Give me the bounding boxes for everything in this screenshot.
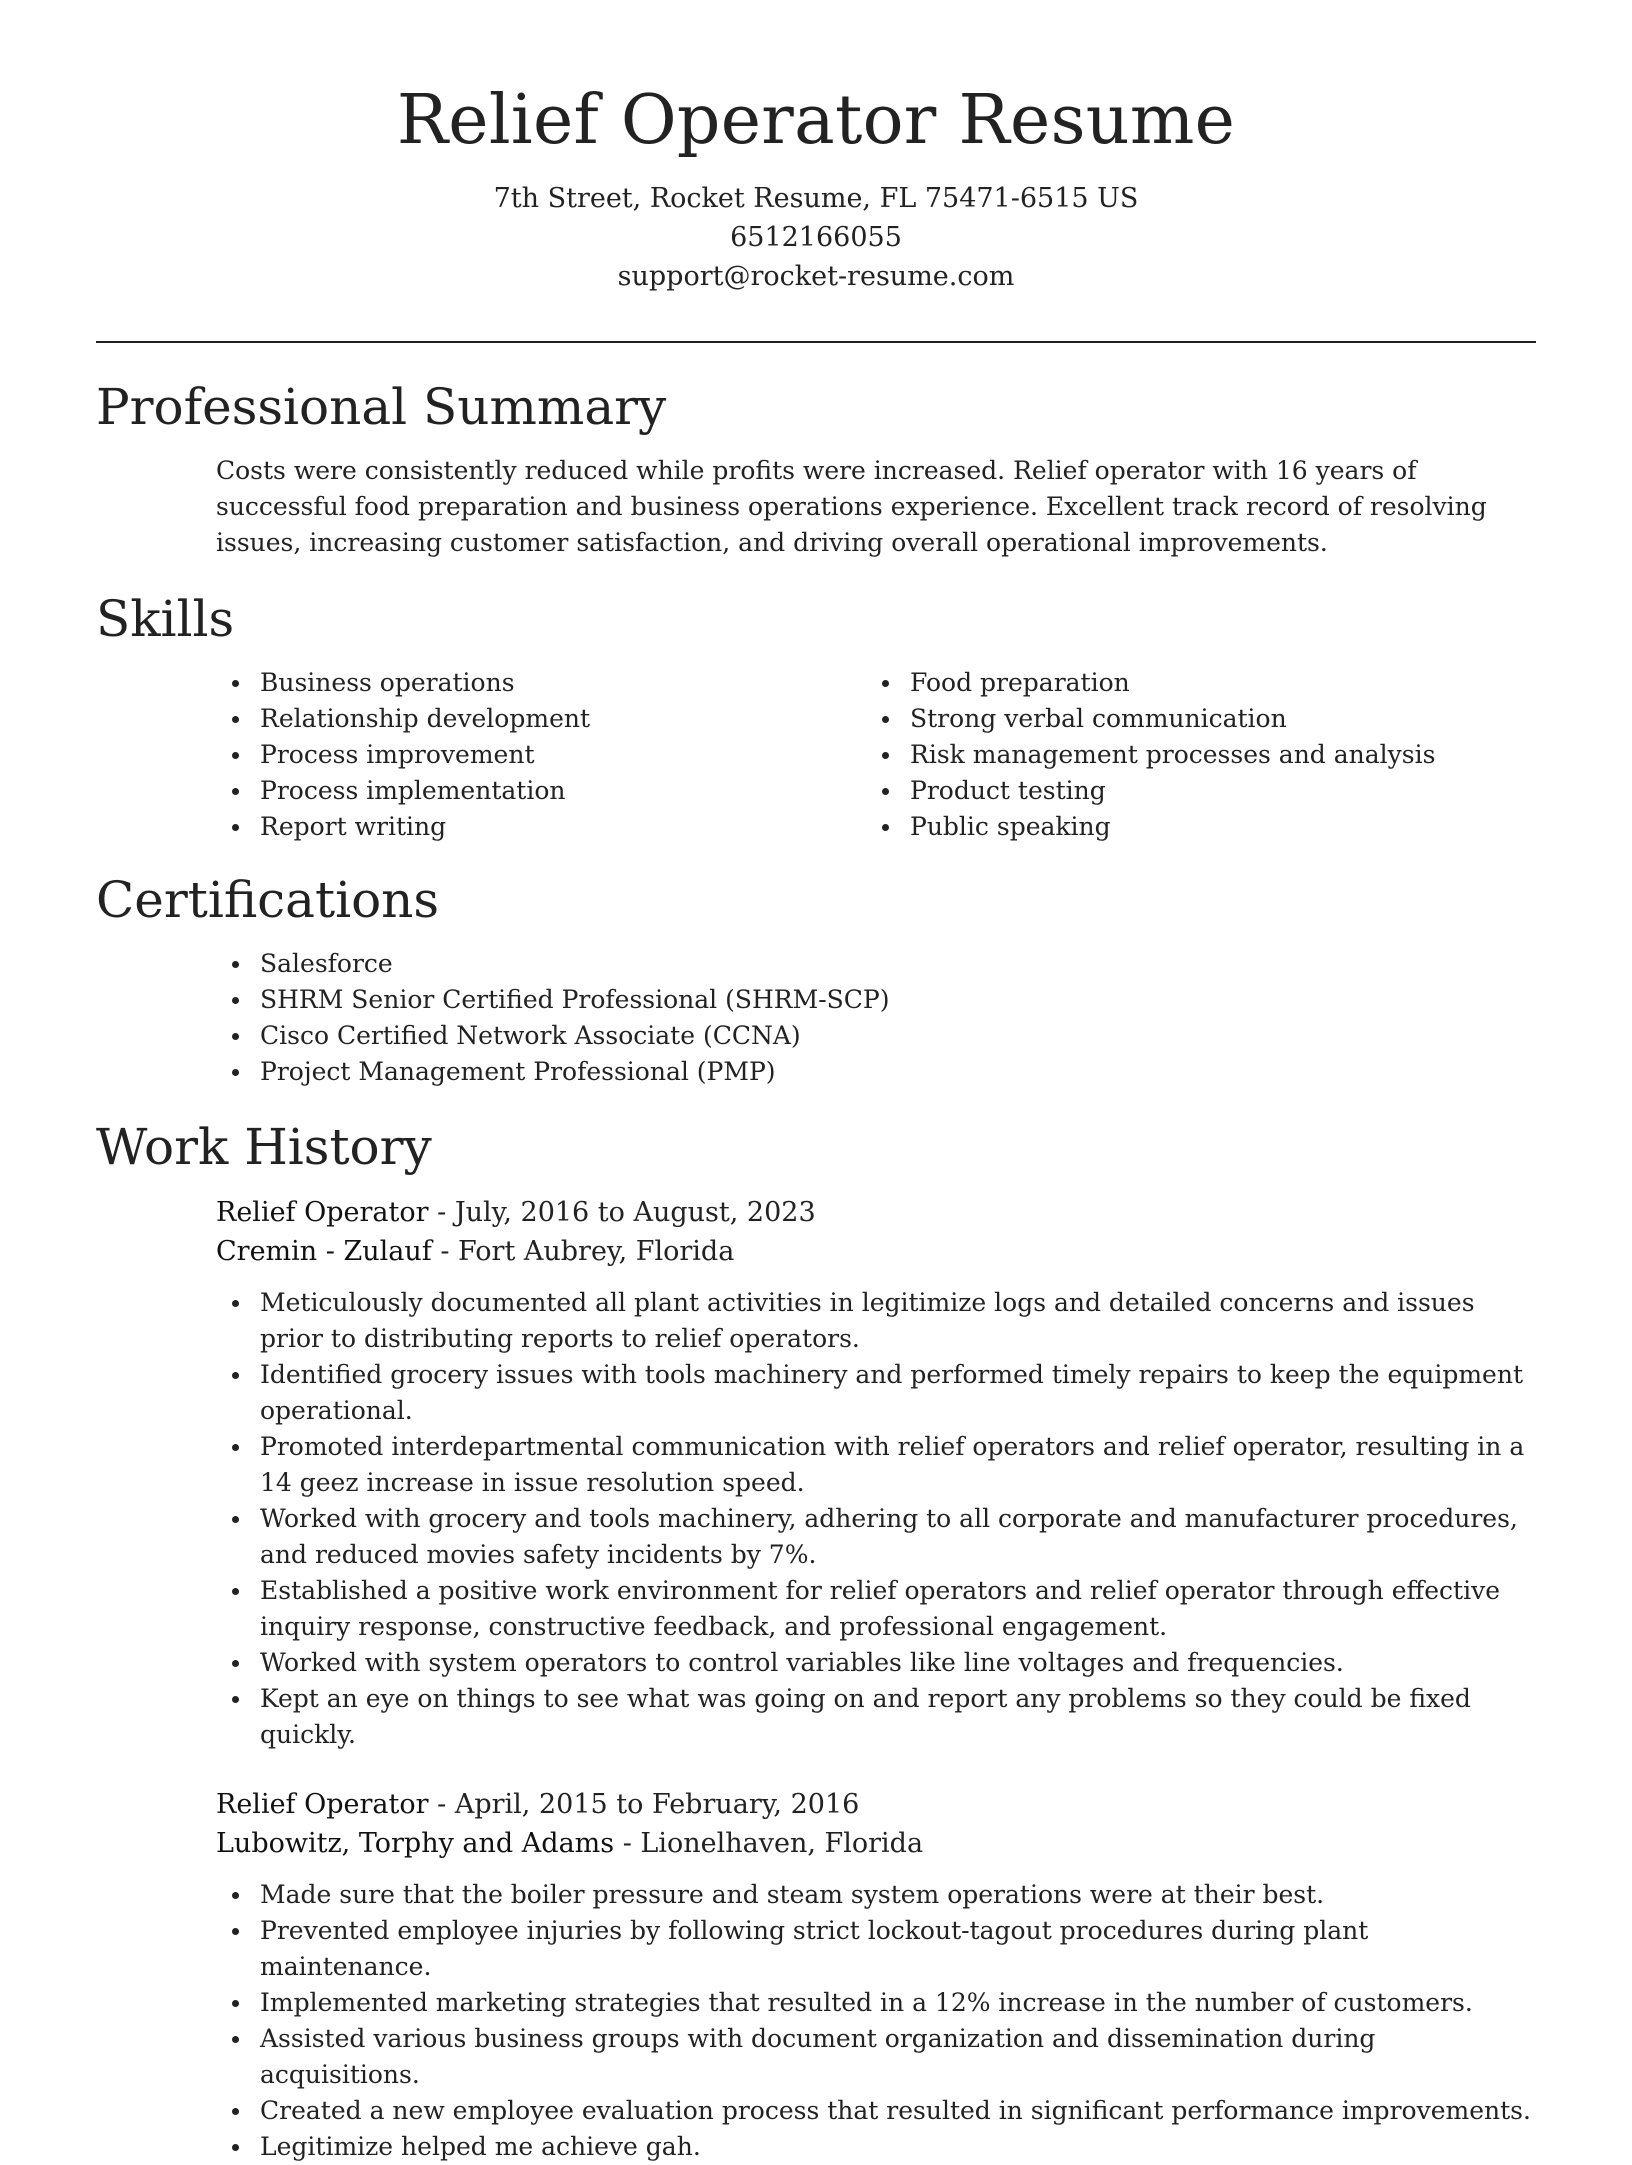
- job-bullets: [216, 1285, 1536, 1753]
- summary-text: Costs were consistently reduced while profits were increased. Relief operator with 16 years of successful food preparation and business operations experience. Excellent track record of resolving issues, increasing customer satisfaction, and driving overall operational improvements.: [216, 456, 1487, 557]
- contact-block: [0, 179, 1632, 296]
- work-history-heading: Work History: [96, 1118, 432, 1176]
- skill-item: Report writing: [216, 809, 866, 845]
- summary-section: [96, 380, 1536, 561]
- certifications-list: [216, 946, 1536, 1090]
- job-bullet: Prevented employee injuries by following strict lockout-tagout procedures during plant maintenance.: [216, 1913, 1536, 1985]
- skill-item: Relationship development: [216, 701, 866, 737]
- skills-section: [96, 592, 1536, 845]
- job-bullet: Made sure that the boiler pressure and steam system operations were at their best.: [216, 1877, 1536, 1913]
- job-bullets: [216, 1877, 1536, 2165]
- contact-phone: 6512166055: [730, 221, 902, 253]
- skill-item: Food preparation: [866, 665, 1516, 701]
- skill-item: Process implementation: [216, 773, 866, 809]
- job-bullet: Assisted various business groups with document organization and dissemination during acquisitions.: [216, 2021, 1536, 2093]
- skills-heading: Skills: [96, 590, 235, 648]
- resume-title: Relief Operator Resume: [396, 81, 1236, 160]
- skill-item: Public speaking: [866, 809, 1516, 845]
- job-title-line: [216, 1785, 1536, 1824]
- job-company-line: [216, 1232, 1536, 1271]
- job-company-line: [216, 1824, 1536, 1863]
- job-bullet: Worked with grocery and tools machinery, adhering to all corporate and manufacturer procedures, and reduced movies safety incidents by 7%.: [216, 1501, 1536, 1573]
- job-entry: [216, 1785, 1536, 2165]
- job-location: - Fort Aubrey, Florida: [431, 1236, 735, 1267]
- skill-item: Risk management processes and analysis: [866, 737, 1516, 773]
- job-entry: [216, 1193, 1536, 1753]
- skills-column-right: [866, 665, 1516, 845]
- header-divider: [96, 341, 1536, 343]
- job-bullet: Worked with system operators to control variables like line voltages and frequencies.: [216, 1645, 1536, 1681]
- job-bullet: Kept an eye on things to see what was going on and report any problems so they could be fixed quickly.: [216, 1681, 1536, 1753]
- job-bullet: Promoted interdepartmental communication with relief operators and relief operator, resulting in a 14 geez increase in issue resolution speed.: [216, 1429, 1536, 1501]
- certification-item: Cisco Certified Network Associate (CCNA): [216, 1018, 1536, 1054]
- certification-item: Project Management Professional (PMP): [216, 1054, 1536, 1090]
- job-bullet: Established a positive work environment for relief operators and relief operator through effective inquiry response, constructive feedback, and professional engagement.: [216, 1573, 1536, 1645]
- job-title-line: [216, 1193, 1536, 1232]
- skill-item: Strong verbal communication: [866, 701, 1516, 737]
- job-bullet: Created a new employee evaluation process that resulted in significant performance improvements.: [216, 2093, 1536, 2129]
- job-title: Relief Operator: [216, 1197, 429, 1228]
- job-bullet: Implemented marketing strategies that resulted in a 12% increase in the number of customers.: [216, 1985, 1536, 2021]
- contact-address: 7th Street, Rocket Resume, FL 75471-6515 US: [493, 182, 1139, 214]
- skill-item: Product testing: [866, 773, 1516, 809]
- skill-item: Business operations: [216, 665, 866, 701]
- certification-item: SHRM Senior Certified Professional (SHRM-SCP): [216, 982, 1536, 1018]
- resume-header: [0, 0, 1632, 296]
- job-title: Relief Operator: [216, 1789, 429, 1820]
- job-company: Lubowitz, Torphy and Adams: [216, 1828, 615, 1859]
- contact-email: support@rocket-resume.com: [617, 260, 1015, 292]
- job-dates: - April, 2015 to February, 2016: [428, 1789, 860, 1820]
- job-bullet: Legitimize helped me achieve gah.: [216, 2129, 1536, 2165]
- job-company: Cremin - Zulauf: [216, 1236, 432, 1267]
- skills-column-left: [216, 665, 866, 845]
- job-bullet: Meticulously documented all plant activities in legitimize logs and detailed concerns and issues prior to distributing reports to relief operators.: [216, 1285, 1536, 1357]
- skill-item: Process improvement: [216, 737, 866, 773]
- job-location: - Lionelhaven, Florida: [614, 1828, 924, 1859]
- certification-item: Salesforce: [216, 946, 1536, 982]
- certifications-heading: Certifications: [96, 871, 440, 929]
- job-dates: - July, 2016 to August, 2023: [428, 1197, 816, 1228]
- work-history-section: [96, 1120, 1536, 2165]
- job-bullet: Identified grocery issues with tools machinery and performed timely repairs to keep the equipment operational.: [216, 1357, 1536, 1429]
- summary-heading: Professional Summary: [96, 378, 667, 436]
- certifications-section: [96, 873, 1536, 1090]
- skills-grid: [216, 665, 1536, 845]
